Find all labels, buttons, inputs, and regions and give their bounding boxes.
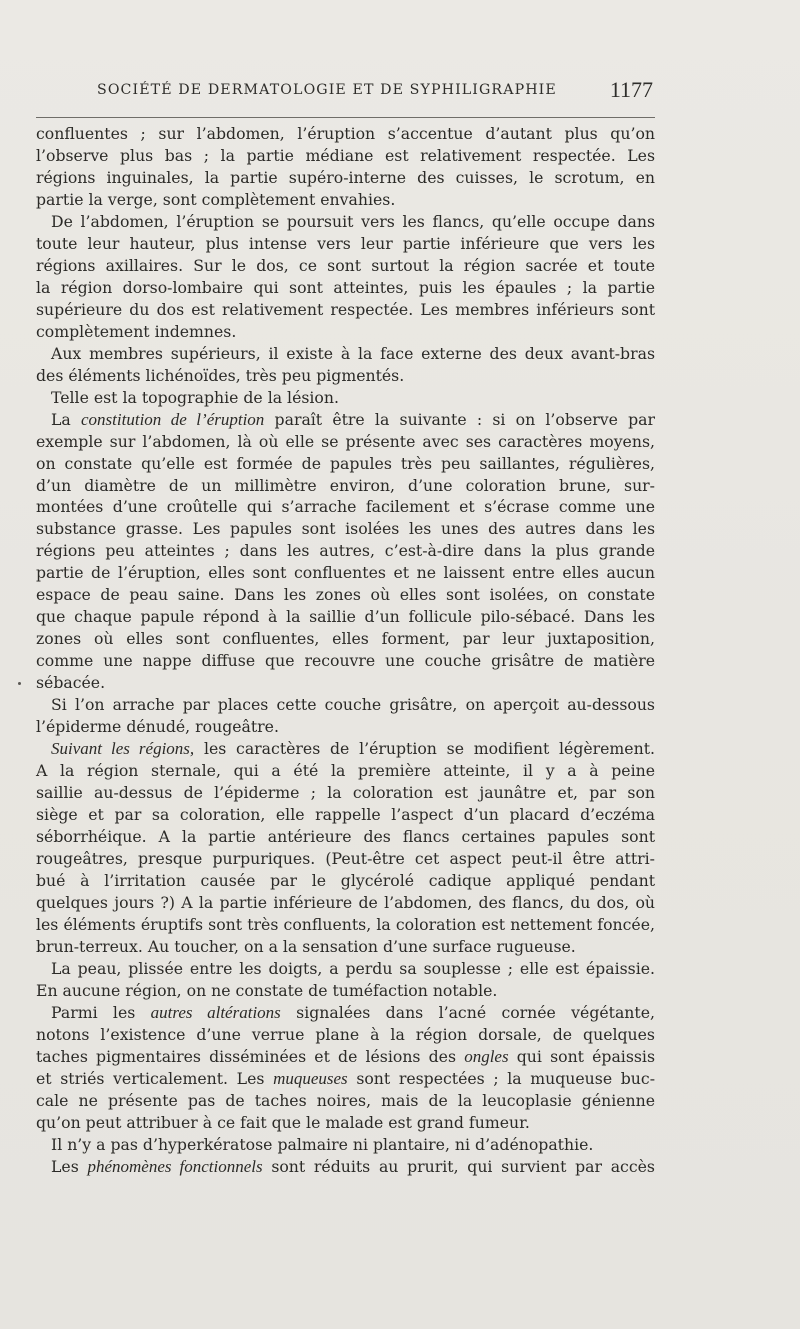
text-run: Les <box>51 1156 79 1176</box>
text-line: complètement indemnes. <box>36 321 237 341</box>
text-line: siège et par sa coloration, elle rappelle l’aspect d’un placard d’eczéma <box>36 805 655 825</box>
text-line: En aucune région, on ne constate de tuméfaction notable. <box>36 980 498 1000</box>
text-line: rougeâtres, presque purpuriques. (Peut-être cet aspect peut-il être attri- <box>36 848 655 868</box>
italic-term: muqueuses <box>273 1068 348 1088</box>
text-line: saillie au-dessus de l’épiderme ; la coloration est jaunâtre et, par son <box>36 783 655 803</box>
text-line: des éléments lichénoïdes, très peu pigmentés. <box>36 365 405 385</box>
text-line: espace de peau saine. Dans les zones où elles sont isolées, on constate <box>36 585 655 605</box>
italic-term: autres altérations <box>150 1002 281 1022</box>
text-line: partie la verge, sont complètement envahies. <box>36 189 396 209</box>
text-run: La <box>51 409 71 429</box>
text-line: l’observe plus bas ; la partie médiane est relativement respectée. Les <box>36 145 655 165</box>
text-line <box>36 1068 655 1090</box>
text-line: d’un diamètre de un millimètre environ, d’une coloration brune, sur- <box>36 475 655 495</box>
text-line <box>36 1002 655 1024</box>
text-line: Telle est la topographie de la lésion. <box>51 387 339 407</box>
text-line: régions peu atteintes ; dans les autres, c’est-à-dire dans la plus grande <box>36 541 655 561</box>
text-line: brun-terreux. Au toucher, on a la sensation d’une surface rugueuse. <box>36 936 576 956</box>
text-run: paraît être la suivante : si on l’observe par <box>274 409 655 429</box>
text-line: Il n’y a pas d’hyperkératose palmaire ni plantaire, ni d’adénopathie. <box>51 1134 594 1154</box>
text-line: régions inguinales, la partie supéro-interne des cuisses, le scrotum, en <box>36 167 655 187</box>
text-line: exemple sur l’abdomen, là où elle se présente avec ses caractères moyens, <box>36 431 655 451</box>
text-line: Si l’on arrache par places cette couche grisâtre, on aperçoit au-dessous <box>51 695 655 715</box>
text-line <box>36 738 655 760</box>
text-run: taches pigmentaires disséminées et de lésions des <box>36 1046 457 1066</box>
text-line <box>36 1046 655 1068</box>
text-line <box>36 1156 655 1178</box>
text-line: De l’abdomen, l’éruption se poursuit vers les flancs, qu’elle occupe dans <box>51 211 655 231</box>
running-head: SOCIÉTÉ DE DERMATOLOGIE ET DE SYPHILIGRAPHIE <box>97 82 557 98</box>
text-line: zones où elles sont confluentes, elles forment, par leur juxtaposition, <box>36 629 655 649</box>
text-line <box>36 409 655 431</box>
body-text <box>36 123 655 1178</box>
text-line: l’épiderme dénudé, rougeâtre. <box>36 717 279 737</box>
text-line: partie de l’éruption, elles sont confluentes et ne laissent entre elles aucun <box>36 563 655 583</box>
text-line: sébacée. <box>36 673 106 693</box>
italic-term: ongles <box>464 1046 509 1066</box>
text-line: on constate qu’elle est formée de papules très peu saillantes, régulières, <box>36 453 655 473</box>
text-line: séborrhéique. A la partie antérieure des flancs certaines papules sont <box>36 827 655 846</box>
text-line: qu’on peut attribuer à ce fait que le malade est grand fumeur. <box>36 1112 530 1132</box>
text-line: comme une nappe diffuse que recouvre une couche grisâtre de matière <box>36 651 655 671</box>
text-line: que chaque papule répond à la saillie d’un follicule pilo-sébacé. Dans les <box>36 607 655 627</box>
text-line: Aux membres supérieurs, il existe à la face externe des deux avant-bras <box>51 343 655 363</box>
text-line: régions axillaires. Sur le dos, ce sont surtout la région sacrée et toute <box>36 255 655 275</box>
text-line: A la région sternale, qui a été la première atteinte, il y a à peine <box>36 761 655 781</box>
text-line: montées d’une croûtelle qui s’arrache facilement et s’écrase comme une <box>36 497 655 517</box>
header-rule <box>36 117 655 118</box>
text-line: quelques jours ?) A la partie inférieure de l’abdomen, des flancs, du dos, où <box>36 892 655 912</box>
text-line: cale ne présente pas de taches noires, mais de la leucoplasie génienne <box>36 1090 655 1110</box>
italic-term: constitution de l’éruption <box>81 409 265 429</box>
page-header <box>97 76 653 106</box>
text-run: sont respectées ; la muqueuse buc- <box>356 1068 655 1088</box>
margin-speck <box>18 682 21 685</box>
text-run: les caractères de l’éruption se modifient légèrement. <box>203 739 655 759</box>
text-run: Parmi les <box>51 1002 136 1022</box>
italic-term: phénomènes fonctionnels <box>87 1156 263 1176</box>
text-line: notons l’existence d’une verrue plane à la région dorsale, de quelques <box>36 1024 655 1044</box>
text-run: sont réduits au prurit, qui survient par accès <box>271 1156 655 1176</box>
text-line: supérieure du dos est relativement respectée. Les membres inférieurs sont <box>36 299 655 319</box>
text-run: qui sont épaissis <box>516 1046 655 1066</box>
text-line: confluentes ; sur l’abdomen, l’éruption s’accentue d’autant plus qu’on <box>36 124 655 143</box>
text-run: signalées dans l’acné cornée végétante, <box>296 1002 655 1022</box>
text-line: La peau, plissée entre les doigts, a perdu sa souplesse ; elle est épaissie. <box>51 958 655 978</box>
text-run: et striés verticalement. Les <box>36 1068 265 1088</box>
text-line: bué à l’irritation causée par le glycérolé cadique appliqué pendant <box>36 870 655 890</box>
text-line: substance grasse. Les papules sont isolées les unes des autres dans les <box>36 519 655 539</box>
text-line: les éléments éruptifs sont très confluents, la coloration est nettement foncée, <box>36 914 655 934</box>
italic-term: Suivant les régions, <box>51 739 195 759</box>
page-number: 1177 <box>609 77 653 102</box>
text-line: la région dorso-lombaire qui sont atteintes, puis les épaules ; la partie <box>36 277 655 297</box>
text-line: toute leur hauteur, plus intense vers leur partie inférieure que vers les <box>36 233 655 253</box>
